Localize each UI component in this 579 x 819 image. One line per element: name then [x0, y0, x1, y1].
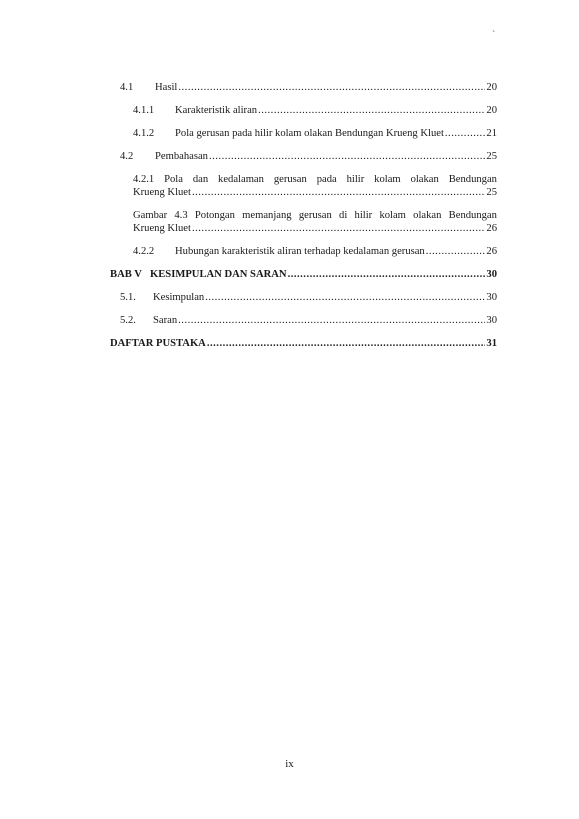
toc-wrap-line — [133, 173, 497, 186]
toc-word: dan — [192, 174, 209, 185]
toc-word: Potongan — [194, 210, 235, 221]
toc-word: hilir — [346, 174, 365, 185]
toc-number: 4.1.1 — [133, 105, 155, 116]
toc-leader-dots — [288, 268, 486, 281]
toc-number: 4.1 — [120, 82, 134, 93]
toc-entry-bab-v[interactable] — [110, 268, 497, 281]
toc-entry-hubungan[interactable] — [110, 245, 497, 258]
toc-label: Hubungan karakteristik aliran terhadap kedalaman gerusan — [175, 246, 425, 257]
toc-entry-pola-kedalaman[interactable] — [110, 173, 497, 199]
toc-label: Karakteristik aliran — [175, 105, 258, 116]
toc-leader-dots — [258, 104, 485, 117]
toc-word: 4.3 — [174, 210, 188, 221]
page-number: ix — [285, 758, 294, 770]
toc-page: 25 — [486, 187, 497, 198]
toc-label: Pembahasan — [155, 151, 208, 162]
toc-label: Kesimpulan — [153, 292, 205, 303]
toc-leader-dots — [192, 186, 485, 199]
toc-page: 25 — [486, 151, 497, 162]
table-of-contents — [110, 81, 497, 360]
toc-word: kolam — [374, 174, 401, 185]
toc-number: BAB V — [110, 269, 142, 280]
toc-label: DAFTAR PUSTAKA — [110, 338, 206, 349]
toc-page: 30 — [486, 269, 497, 280]
toc-word: gerusan — [273, 174, 307, 185]
toc-entry-karakteristik-aliran[interactable] — [110, 104, 497, 117]
toc-leader-dots — [209, 150, 485, 163]
toc-word: gerusan — [298, 210, 332, 221]
toc-entry-kesimpulan[interactable] — [110, 291, 497, 304]
toc-entry-gambar-4-3[interactable] — [110, 209, 497, 235]
toc-word: di — [339, 210, 348, 221]
toc-page: 21 — [486, 128, 497, 139]
toc-word: Gambar — [133, 210, 168, 221]
toc-page: 20 — [486, 82, 497, 93]
toc-leader-dots — [192, 222, 485, 235]
toc-number: 5.1. — [120, 292, 136, 303]
toc-label: Saran — [153, 315, 178, 326]
toc-label: KESIMPULAN DAN SARAN — [150, 269, 287, 280]
toc-number: 4.2.1 — [133, 174, 155, 185]
toc-entry-pola-gerusan[interactable] — [110, 127, 497, 140]
toc-page: 31 — [486, 338, 497, 349]
toc-leader-dots — [207, 337, 486, 350]
toc-page: 30 — [486, 315, 497, 326]
toc-entry-hasil[interactable] — [110, 81, 497, 94]
toc-wrap-line — [133, 186, 497, 199]
toc-page: 20 — [486, 105, 497, 116]
toc-word: pada — [316, 174, 337, 185]
toc-label: Hasil — [155, 82, 178, 93]
toc-word: kedalaman — [218, 174, 264, 185]
toc-word: hilir — [354, 210, 373, 221]
toc-number: 5.2. — [120, 315, 136, 326]
toc-wrap-line — [133, 209, 497, 222]
toc-leader-dots — [445, 127, 486, 140]
toc-label: Krueng Kluet — [133, 223, 191, 234]
toc-number: 4.1.2 — [133, 128, 155, 139]
toc-leader-dots — [426, 245, 486, 258]
toc-page: 26 — [486, 223, 497, 234]
toc-word: olakan — [413, 210, 442, 221]
toc-label: Pola gerusan pada hilir kolam olakan Bendungan Krueng Kluet — [175, 128, 444, 139]
toc-number: 4.2.2 — [133, 246, 155, 257]
toc-label: Krueng Kluet — [133, 187, 191, 198]
toc-word: olakan — [410, 174, 439, 185]
toc-number: 4.2 — [120, 151, 134, 162]
toc-entry-pembahasan[interactable] — [110, 150, 497, 163]
toc-page: 26 — [486, 246, 497, 257]
toc-word: Bendungan — [448, 210, 497, 221]
toc-leader-dots — [178, 314, 485, 327]
toc-wrap-line — [133, 222, 497, 235]
toc-word: memanjang — [242, 210, 292, 221]
corner-mark: ` — [492, 30, 496, 41]
toc-word: Pola — [164, 174, 183, 185]
toc-entry-daftar-pustaka[interactable] — [110, 337, 497, 350]
toc-leader-dots — [205, 291, 485, 304]
toc-word: kolam — [379, 210, 406, 221]
toc-word: Bendungan — [448, 174, 497, 185]
toc-leader-dots — [178, 81, 485, 94]
toc-entry-saran[interactable] — [110, 314, 497, 327]
toc-page: 30 — [486, 292, 497, 303]
